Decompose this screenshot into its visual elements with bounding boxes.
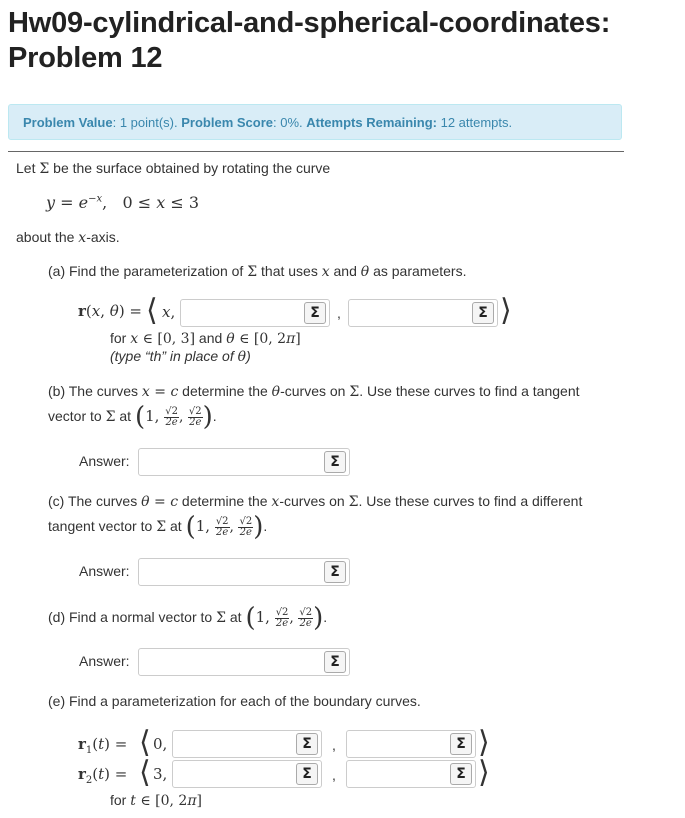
sigma-equation-button[interactable]: Σ <box>450 733 472 755</box>
answer-c-input[interactable] <box>138 558 350 586</box>
part-b-point: vector to Σ at (1, $\frac{√2}{2e}$ , $\frac{√2}{2e}$ ). <box>48 402 217 432</box>
divider <box>8 151 624 152</box>
angle-close: ⟩ <box>500 293 512 328</box>
attempts-remaining: 12 attempts. <box>436 115 513 130</box>
problem-info-banner <box>8 104 622 140</box>
r1-x-component: 0, <box>153 735 168 753</box>
r2-label: $r_2(t)$ = <box>78 765 128 786</box>
domain-text: for x ∈ [0, 3] and θ ∈ [0, 2π] <box>110 330 301 347</box>
about-axis-text: about the x-axis. <box>16 229 120 246</box>
part-e-text: (e) Find a parameterization for each of the boundary curves. <box>48 693 421 709</box>
type-th-note: (type “th” in place of θ) <box>110 348 251 365</box>
problem-value: : 1 point(s). <box>112 115 182 130</box>
answer-c-label: Answer: <box>79 563 130 579</box>
problem-score-label: Problem Score <box>181 115 273 130</box>
angle-open: ⟨ <box>139 725 151 760</box>
intro-text: Let Σ be the surface obtained by rotating the curve <box>16 160 331 177</box>
comma: , <box>337 305 341 321</box>
answer-d-label: Answer: <box>79 653 130 669</box>
sigma-equation-button[interactable]: Σ <box>450 763 472 785</box>
part-c-text: (c) The curves θ = c determine the x-curves on Σ. Use these curves to find a different <box>48 493 583 510</box>
answer-b-label: Answer: <box>79 453 130 469</box>
problem-value-label: Problem Value <box>23 115 113 130</box>
part-a-text: (a) Find the parameterization of Σ that uses x and θ as parameters. <box>48 263 467 280</box>
sigma-equation-button[interactable]: Σ <box>296 733 318 755</box>
angle-open: ⟨ <box>139 755 151 790</box>
part-b-text: (b) The curves x = c determine the θ-curves on Σ. Use these curves to find a tangent <box>48 383 580 400</box>
part-d-text: (d) Find a normal vector to Σ at (1, $\frac{√2}{2e}$ , $\frac{√2}{2e}$ ). <box>48 603 328 633</box>
answer-d-input[interactable] <box>138 648 350 676</box>
attempts-label: Attempts Remaining: <box>306 115 437 130</box>
part-c-point: tangent vector to Σ at (1, $\frac{√2}{2e}$ , $\frac{√2}{2e}$ ). <box>48 512 268 542</box>
r1-label: $r_1(t)$ = <box>78 735 128 756</box>
r-x-theta-label: r(x, θ) = <box>78 302 143 320</box>
comma: , <box>332 767 336 783</box>
page-title: Hw09-cylindrical-and-spherical-coordinates: Problem 12 <box>8 7 611 74</box>
angle-close: ⟩ <box>478 755 490 790</box>
r2-x-component: 3, <box>153 765 168 783</box>
sigma-equation-button[interactable]: Σ <box>304 302 326 324</box>
sigma-equation-button[interactable]: Σ <box>324 561 346 583</box>
comma: , <box>332 737 336 753</box>
angle-close: ⟩ <box>478 725 490 760</box>
sigma-equation-button[interactable]: Σ <box>296 763 318 785</box>
x-component: x, <box>162 303 176 321</box>
problem-score: : 0%. <box>273 115 307 130</box>
angle-open: ⟨ <box>146 293 158 328</box>
sigma-equation-button[interactable]: Σ <box>324 451 346 473</box>
curve-equation: $y = e^{-x}$, 0 ≤ x ≤ 3 <box>46 193 200 212</box>
answer-b-input[interactable] <box>138 448 350 476</box>
sigma-equation-button[interactable]: Σ <box>324 651 346 673</box>
sigma-equation-button[interactable]: Σ <box>472 302 494 324</box>
t-domain-text: for t ∈ [0, 2π] <box>110 792 202 809</box>
